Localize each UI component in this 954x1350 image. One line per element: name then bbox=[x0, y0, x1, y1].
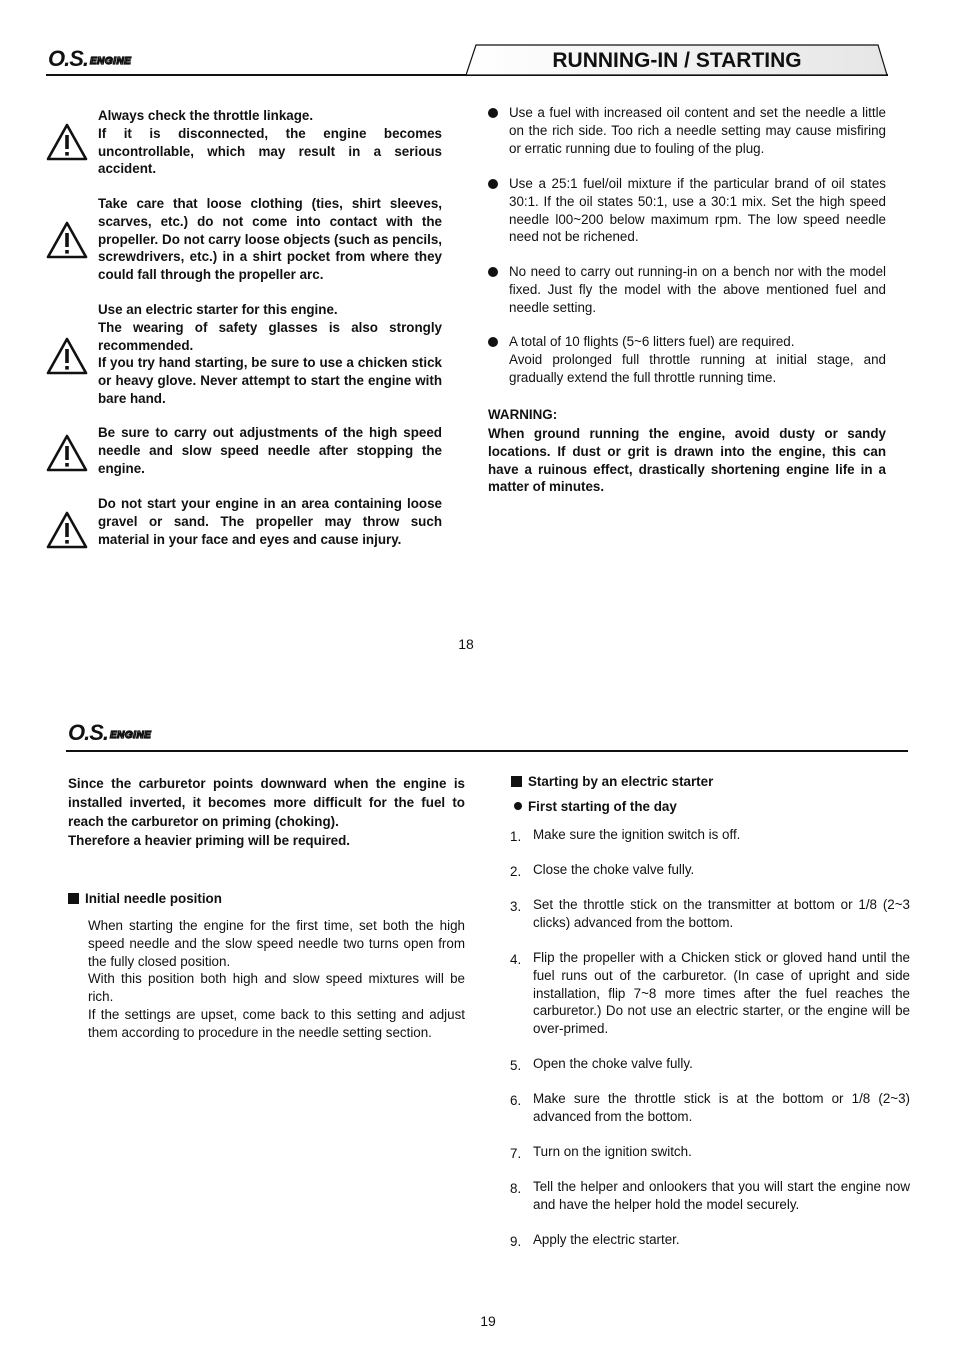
warning-text bbox=[98, 195, 442, 284]
bullet-dot-icon bbox=[488, 108, 498, 118]
logo-engine-text: ENGINE bbox=[90, 56, 132, 67]
step-text: Apply the electric starter. bbox=[533, 1232, 680, 1247]
starter-heading-text: Starting by an electric starter bbox=[528, 774, 714, 789]
step-text: Tell the helper and onlookers that you will start the engine now and have the helper hold the model securely. bbox=[533, 1179, 910, 1212]
needle-paragraph: When starting the engine for the first time, set both the high speed needle and the slow speed needle two turns open from the fully closed position. bbox=[88, 918, 465, 969]
bullet-item bbox=[488, 333, 886, 386]
warning-triangle-icon bbox=[46, 221, 88, 259]
bullet-dot-icon bbox=[488, 179, 498, 189]
warning-paragraph: When ground running the engine, avoid dusty or sandy locations. If dust or grit is drawn into the engine, this can have a ruinous effect, drastically shortening engine life in a matter of minutes. bbox=[488, 426, 886, 495]
intro-paragraph bbox=[68, 774, 465, 850]
section-title-tab bbox=[466, 44, 888, 76]
bullet-text: Use a 25:1 fuel/oil mixture if the particular brand of oil states 30:1. If the oil states 50:1, use a 30:1 mix. Set the high speed needle l00~200 below maximum rpm. The low speed needle need not be richened. bbox=[509, 176, 886, 245]
warning-text bbox=[98, 301, 442, 408]
os-engine-logo bbox=[68, 722, 151, 744]
warning-triangle-icon bbox=[46, 123, 88, 161]
bullet-dot-icon bbox=[488, 337, 498, 347]
step-number: 8. bbox=[510, 1181, 522, 1196]
step-item bbox=[510, 1055, 910, 1073]
bullet-line: A total of 10 flights (5~6 litters fuel) are required. bbox=[509, 334, 795, 349]
intro-line: Since the carburetor points downward when the engine is installed inverted, it becomes more difficult for the fuel to reach the carburetor on priming (choking). bbox=[68, 776, 465, 829]
warning-text bbox=[98, 495, 442, 548]
needle-heading-text: Initial needle position bbox=[85, 891, 222, 906]
step-text: Make sure the ignition switch is off. bbox=[533, 827, 741, 842]
warning-line: If you try hand starting, be sure to use a chicken stick or heavy glove. Never attempt to start the engine with bare hand. bbox=[98, 355, 442, 406]
step-number: 1. bbox=[510, 829, 522, 844]
bullet-text: No need to carry out running-in on a bench nor with the model fixed. Just fly the model with the above mentioned fuel and needle setting. bbox=[509, 264, 886, 315]
step-text: Make sure the throttle stick is at the bottom or 1/8 (2~3) advanced from the bottom. bbox=[533, 1091, 910, 1124]
warning-label: WARNING: bbox=[488, 407, 558, 422]
step-text: Set the throttle stick on the transmitter at bottom or 1/8 (2~3 clicks) advanced from the bottom. bbox=[533, 897, 910, 930]
warning-line: If it is disconnected, the engine becomes uncontrollable, which may result in a serious accident. bbox=[98, 125, 442, 177]
step-text: Flip the propeller with a Chicken stick or gloved hand until the fuel runs out of the carburetor. (In case of upright and side installation, flip 7~8 more times after the fuel reaches the carburetor.) Do not use an electric starter, or the engine will be over-primed. bbox=[533, 950, 910, 1037]
warning-item bbox=[46, 107, 442, 179]
step-item bbox=[510, 1143, 910, 1161]
bullet-item bbox=[488, 263, 886, 316]
step-number: 6. bbox=[510, 1093, 522, 1108]
bullet-dot-icon bbox=[514, 802, 522, 810]
warning-line: Be sure to carry out adjustments of the high speed needle and slow speed needle after stopping the engine. bbox=[98, 425, 442, 476]
bullet-item bbox=[488, 104, 886, 157]
step-item bbox=[510, 861, 910, 879]
warning-item bbox=[46, 424, 442, 480]
warning-triangle-icon bbox=[46, 511, 88, 549]
warning-line: The wearing of safety glasses is also strongly recommended. bbox=[98, 319, 442, 353]
header-rule bbox=[66, 750, 908, 752]
needle-paragraphs bbox=[88, 917, 465, 1042]
needle-paragraph: If the settings are upset, come back to this setting and adjust them according to procedure in the needle setting section. bbox=[88, 1006, 465, 1040]
warning-line: Take care that loose clothing (ties, shirt sleeves, scarves, etc.) do not come into contact with the propeller. Do not carry loose objects (such as pencils, screwdrivers, etc.) in a shirt pocket from where they could fall through the propeller arc. bbox=[98, 196, 442, 283]
warning-line: Always check the throttle linkage. bbox=[98, 108, 314, 123]
step-item bbox=[510, 949, 910, 1038]
page-number: 18 bbox=[458, 636, 474, 652]
bullet-line: Avoid prolonged full throttle running at initial stage, and gradually extend the full throttle running time. bbox=[509, 351, 886, 385]
first-start-heading bbox=[514, 798, 677, 815]
step-text: Turn on the ignition switch. bbox=[533, 1144, 692, 1159]
step-item bbox=[510, 826, 910, 844]
step-number: 5. bbox=[510, 1058, 522, 1073]
step-text: Open the choke valve fully. bbox=[533, 1056, 693, 1071]
step-number: 2. bbox=[510, 864, 522, 879]
step-item bbox=[510, 896, 910, 932]
warning-line: Use an electric starter for this engine. bbox=[98, 302, 338, 317]
step-item bbox=[510, 1231, 910, 1249]
step-item bbox=[510, 1090, 910, 1126]
warning-triangle-icon bbox=[46, 434, 88, 472]
step-item bbox=[510, 1178, 910, 1214]
warning-item bbox=[46, 301, 442, 409]
page-number: 19 bbox=[480, 1313, 496, 1329]
needle-paragraph: With this position both high and slow speed mixtures will be rich. bbox=[88, 971, 465, 1005]
needle-heading bbox=[68, 890, 222, 907]
bullet-dot-icon bbox=[488, 267, 498, 277]
bullet-text bbox=[509, 333, 886, 386]
intro-line: Therefore a heavier priming will be required. bbox=[68, 833, 351, 848]
warning-item bbox=[46, 495, 442, 567]
warning-line: Do not start your engine in an area containing loose gravel or sand. The propeller may throw such material in your face and eyes and cause injury. bbox=[98, 496, 442, 547]
first-start-heading-text: First starting of the day bbox=[528, 799, 677, 814]
bullet-text: Use a fuel with increased oil content and set the needle a little on the rich side. Too rich a needle setting may cause misfiring or erratic running due to fouling of the plug. bbox=[509, 105, 886, 156]
step-number: 7. bbox=[510, 1146, 522, 1161]
square-bullet-icon bbox=[68, 893, 79, 904]
step-number: 9. bbox=[510, 1234, 522, 1249]
logo-os-text: O.S. bbox=[48, 46, 89, 71]
page-title: RUNNING-IN / STARTING bbox=[552, 49, 802, 72]
warning-triangle-icon bbox=[46, 337, 88, 375]
starter-heading bbox=[511, 773, 713, 790]
os-engine-logo bbox=[48, 48, 131, 70]
step-number: 3. bbox=[510, 899, 522, 914]
warning-text bbox=[98, 424, 442, 477]
step-number: 4. bbox=[510, 952, 522, 967]
warning-text bbox=[98, 107, 442, 178]
logo-engine-text: ENGINE bbox=[110, 730, 152, 741]
square-bullet-icon bbox=[511, 776, 522, 787]
warning-item bbox=[46, 195, 442, 285]
step-text: Close the choke valve fully. bbox=[533, 862, 695, 877]
logo-os-text: O.S. bbox=[68, 720, 109, 745]
bullet-item bbox=[488, 175, 886, 246]
